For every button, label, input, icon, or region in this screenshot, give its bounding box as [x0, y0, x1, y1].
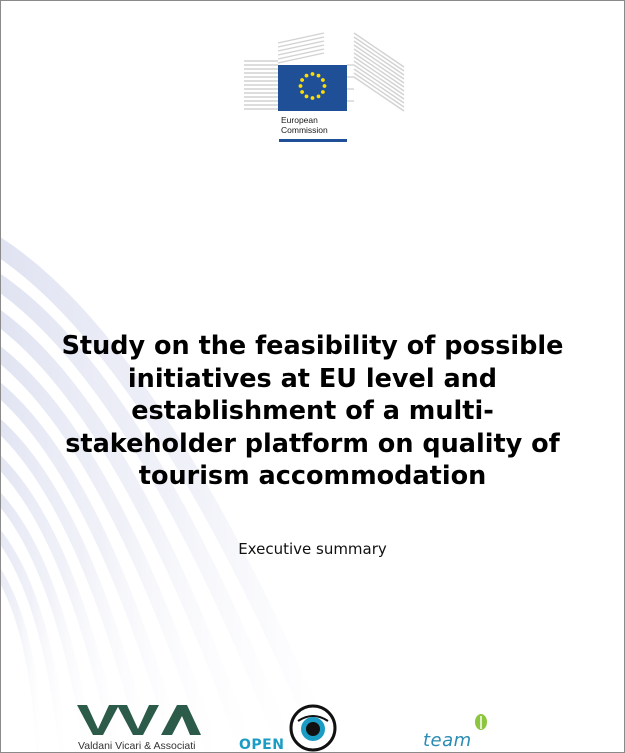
team-logo-text: team — [423, 730, 472, 751]
eu-logo-line1: European — [281, 115, 318, 125]
document-title: Study on the feasibility of possible initiatives at EU level and establishment of a multi-stakeholder platform on quality of tourism accommodation — [61, 331, 564, 491]
eu-logo-underline — [279, 139, 347, 142]
open-eye-icon — [288, 703, 338, 753]
eu-building-flag-graphic — [244, 31, 409, 113]
vva-caption: Valdani Vicari & Associati — [78, 740, 196, 752]
vva-mark-icon — [77, 701, 201, 737]
team-logo — [421, 713, 501, 753]
open-logo — [239, 703, 349, 753]
eu-logo-line2: Commission — [281, 125, 328, 135]
eu-logo-text — [281, 115, 328, 135]
open-logo-text: OPEN — [239, 737, 285, 753]
vva-logo — [77, 701, 207, 753]
document-subtitle: Executive summary — [238, 540, 387, 558]
team-leaf-icon — [473, 713, 489, 731]
european-commission-logo — [244, 31, 409, 145]
